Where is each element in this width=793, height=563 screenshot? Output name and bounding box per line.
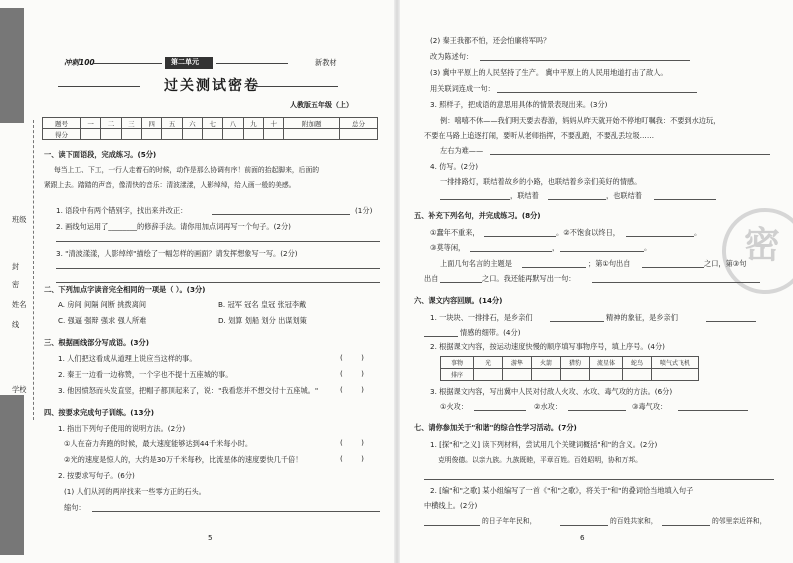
s4-q2-answer-line[interactable] xyxy=(92,511,380,512)
s1-q2-answer-line[interactable] xyxy=(56,241,380,242)
score-cell[interactable] xyxy=(121,129,141,140)
s1-passage-line1: 每当上工、下工，一行人走着石的时候，动作是那么协调有序！前面的抬起脚来，后面的 xyxy=(54,166,320,174)
binding-strip-top xyxy=(0,8,24,123)
speed-table-input[interactable] xyxy=(652,369,699,381)
s7-q1-answer-line[interactable] xyxy=(424,479,774,480)
stamp-character: 密 xyxy=(744,225,781,266)
speed-table-cell: 光 xyxy=(474,357,503,369)
speed-table-cell: 猎豹 xyxy=(561,357,590,369)
binding-dashed-line xyxy=(33,120,34,420)
speed-table-cell: 蛇鸟 xyxy=(623,357,652,369)
r-item-3-label: 用关联词连成一句： xyxy=(430,84,495,93)
s5-line3-a: 上面几句名言的主题是 xyxy=(440,259,512,268)
s1-question-1: 1. 语段中有两个错别字，找出来并改正： xyxy=(56,206,188,215)
s3-question-1: 1. 人们把这看成从道理上说应当这样的事。 xyxy=(58,354,197,363)
speed-table-cell: 排序 xyxy=(441,369,474,381)
s7-blank-2[interactable] xyxy=(560,525,608,526)
score-header-cell: 五 xyxy=(162,118,182,129)
side-label-school: 学校 xyxy=(12,385,27,394)
s5-line2-a: ③莫等闲， xyxy=(430,243,466,252)
score-cell[interactable] xyxy=(284,129,340,140)
score-header-cell: 一 xyxy=(80,118,100,129)
s6-q1-c: 情感的细带。(4分) xyxy=(460,328,521,337)
grade-label: 人教版五年级（上） xyxy=(290,101,353,109)
s4-q1-item-b: ②光的速度是惊人的，大约是30万千米每秒，比流星体的速度要快几千倍！ xyxy=(64,455,303,464)
r-item-3: (3) 冀中平原上的人民坚持了生产。 冀中平原上的人民用地道打击了敌人。 xyxy=(430,68,668,77)
speed-table-cell: 火箭 xyxy=(532,357,561,369)
r-item-2: (2) 秦王我都不怕，还会怕廉将军吗？ xyxy=(430,36,551,45)
r-item-3-answer-line[interactable] xyxy=(497,92,697,93)
side-label-seal3: 线 xyxy=(12,320,20,329)
s5-blank-7[interactable] xyxy=(440,282,482,283)
s5-line3-b: ；第①句出自 xyxy=(588,259,631,268)
score-header-cell: 四 xyxy=(142,118,162,129)
s5-blank-6[interactable] xyxy=(642,267,704,268)
s3-q2-answer-paren[interactable]: ( ) xyxy=(340,369,364,378)
section-1-heading: 一、读下面语段，完成练习。(5分) xyxy=(44,150,157,159)
s2-option-d[interactable]: D. 划算 划船 划分 出谋划策 xyxy=(218,316,307,325)
s7-blank-1[interactable] xyxy=(424,525,480,526)
s6-question-3: 3. 根据课文内容，写出冀中人民对付敌人火攻、水攻、毒气攻的方法。(6分) xyxy=(430,387,673,396)
r-q3-example-1: 例：嘻嘻不休——我们明天要去春游，妈妈从昨天就开始不停地叮嘱我：不要到水边玩， xyxy=(440,116,721,125)
s1-q1-score: (1分) xyxy=(355,206,373,215)
speed-table-input[interactable] xyxy=(503,369,532,381)
binding-strip-bottom xyxy=(0,395,24,555)
speed-table-cell: 喷气式飞机 xyxy=(652,357,699,369)
s6-q3-gas-line[interactable] xyxy=(678,410,748,411)
r-q4-text-2: ，也联结着 xyxy=(606,191,642,200)
r-q4-example: 一排排路灯，联结着故乡的小路，也联结着乡亲们美好的情感。 xyxy=(440,177,642,186)
s4-question-2: 2. 按要求写句子。(6分) xyxy=(58,471,135,480)
header-rule-left xyxy=(92,63,162,64)
r-q3-answer-line[interactable] xyxy=(490,154,770,155)
s7-song-1: 的日子年年民和， xyxy=(482,517,537,525)
score-header-cell: 三 xyxy=(121,118,141,129)
page-title: 过关测试密卷 xyxy=(164,78,260,94)
s7-question-2-line2: 中横线上。(2分) xyxy=(424,501,478,510)
s5-blank-4[interactable] xyxy=(560,251,644,252)
section-4-heading: 四、按要求完成句子训练。(13分) xyxy=(44,408,155,417)
r-q4-blank-3[interactable] xyxy=(654,199,716,200)
title-rule-left xyxy=(58,86,140,87)
s7-q1-material: 克明俊德。以亲九族。九族既睦，平章百姓。百姓昭明，协和万邦。 xyxy=(438,456,642,464)
score-cell[interactable] xyxy=(182,129,202,140)
section-2-heading: 二、下列加点字读音完全相同的一项是（ ）。(3分) xyxy=(44,285,206,294)
s4-question-1: 1. 指出下列句子使用的说明方法。(2分) xyxy=(58,424,186,433)
s5-blank-8[interactable] xyxy=(592,282,760,283)
speed-table-input[interactable] xyxy=(474,369,503,381)
score-header-cell: 六 xyxy=(182,118,202,129)
speed-table-cell: 游隼 xyxy=(503,357,532,369)
score-row-label: 得分 xyxy=(43,129,81,140)
s7-song-2: 的百姓共家和， xyxy=(610,517,658,525)
s6-q1-b: 精神的象征，是乡亲们 xyxy=(606,313,678,322)
speed-table-items-row xyxy=(441,357,699,369)
s4-q2-item-1: (1) 人们从河的两岸找来一些零方正的石头。 xyxy=(64,487,206,496)
s5-line3-c: 之口，第③句 xyxy=(704,259,747,268)
section-5-heading: 五、补充下列名句，并完成练习。(8分) xyxy=(414,211,541,220)
s6-blank-2[interactable] xyxy=(706,321,756,322)
brand-logo: 冲刺100 xyxy=(64,58,95,67)
score-cell[interactable] xyxy=(203,129,223,140)
s3-q1-answer-paren[interactable]: ( ) xyxy=(340,353,364,362)
speed-table-input[interactable] xyxy=(561,369,590,381)
score-header-cell: 八 xyxy=(223,118,243,129)
s4-q1-item-a: ①人在奋力奔跑的时候，最大速度能够达到44千米每小时。 xyxy=(64,439,253,448)
s7-blank-3[interactable] xyxy=(662,525,710,526)
s1-question-3: 3. "清波漾漾，人影绰绰"描绘了一幅怎样的画面？请发挥想象写一写。(2分) xyxy=(56,249,298,258)
s5-line1-c: 。 xyxy=(694,228,702,237)
s5-line2-c: 。 xyxy=(644,243,652,252)
side-label-name: 姓名 xyxy=(12,300,27,309)
score-cell[interactable] xyxy=(340,129,378,140)
speed-table-order-row xyxy=(441,369,699,381)
s1-q3-answer-line-2[interactable] xyxy=(56,282,380,283)
s5-line4-b: 之口。我还能再默写出一句： xyxy=(482,274,576,283)
speed-table-input[interactable] xyxy=(590,369,623,381)
r-q3-example-2: 不要在马路上追逐打闹，要听从老师指挥，不要乱跑，不要乱丢垃圾…… xyxy=(424,131,655,140)
header-rule-right xyxy=(216,63,288,64)
score-header-cell: 附加题 xyxy=(284,118,340,129)
s6-blank-3[interactable] xyxy=(424,336,458,337)
s1-passage-line2: 紧跟上去。踏踏的声音，像清快的音乐：清波漾漾，人影绰绰，给人画一般的美感。 xyxy=(44,181,296,189)
page-gutter xyxy=(394,0,400,563)
s6-q3-water: ②水攻： xyxy=(534,402,563,411)
speed-table-cell: 流星体 xyxy=(590,357,623,369)
unit-label: 第二单元 xyxy=(171,58,199,66)
s7-question-2-line1: 2. [编"和"之歌] 某小组编写了一首《"和"之歌》，将关于"和"的叠词恰当地填入句子 xyxy=(430,486,694,495)
side-label-seal1: 密 xyxy=(12,280,20,289)
left-page-number: 5 xyxy=(208,533,213,542)
s5-line4-a: 出自 xyxy=(424,274,439,283)
s6-q3-fire: ①火攻： xyxy=(440,402,469,411)
score-table-header xyxy=(43,118,378,129)
score-cell[interactable] xyxy=(162,129,182,140)
s6-q3-gas: ③毒气攻： xyxy=(632,402,668,411)
s7-question-1: 1. [探"和"之义] 读下列材料，尝试用几个关键词概括"和"的含义。(2分) xyxy=(430,440,658,449)
title-rule-right xyxy=(256,86,338,87)
score-header-cell: 七 xyxy=(203,118,223,129)
s5-blank-3[interactable] xyxy=(470,251,552,252)
score-header-cell: 题号 xyxy=(43,118,81,129)
edition-label: 新教材 xyxy=(315,58,337,67)
speed-table-input[interactable] xyxy=(623,369,652,381)
s5-blank-1[interactable] xyxy=(484,236,556,237)
score-table-row xyxy=(43,129,378,140)
s1-q3-answer-line-1[interactable] xyxy=(56,268,380,269)
s2-option-b[interactable]: B. 冠军 冠名 皇冠 张冠李戴 xyxy=(218,300,307,309)
section-7-heading: 七、请你参加关于"和谐"的综合性学习活动。(7分) xyxy=(414,423,577,432)
s3-question-3: 3. 他因愤怒而头发直竖，把帽子都顶起来了，说："我看您并不想交付十五座城。" xyxy=(58,386,319,395)
s1-q1-answer-line[interactable] xyxy=(212,214,350,215)
score-cell[interactable] xyxy=(243,129,263,140)
s6-q3-fire-line[interactable] xyxy=(474,410,526,411)
s6-question-2: 2. 根据课文内容，按运动速度快慢的顺序填写事物序号，填上序号。(4分) xyxy=(430,342,665,351)
s3-q3-answer-paren[interactable]: ( ) xyxy=(340,385,364,394)
r-item-2-answer-line[interactable] xyxy=(480,60,690,61)
s7-song-3: 的邻里亲近祥和， xyxy=(712,517,767,525)
score-header-cell: 十 xyxy=(264,118,284,129)
score-header-cell: 二 xyxy=(101,118,121,129)
speed-order-table xyxy=(440,356,699,381)
side-label-class: 班级 xyxy=(12,215,27,224)
score-cell[interactable] xyxy=(101,129,121,140)
s5-blank-5[interactable] xyxy=(522,267,586,268)
score-cell[interactable] xyxy=(223,129,243,140)
score-header-cell: 总分 xyxy=(340,118,378,129)
score-cell[interactable] xyxy=(80,129,100,140)
r-question-4: 4. 仿写。(2分) xyxy=(430,162,479,171)
r-q4-text-1: ，联结着 xyxy=(510,191,539,200)
s3-question-2: 2. 秦王一边看一边称赞，一个字也不提十五座城的事。 xyxy=(58,370,233,379)
s4-q2-shorten-label: 缩句： xyxy=(64,503,86,512)
s4-q1a-answer-paren[interactable]: ( ) xyxy=(340,438,364,447)
s1-question-2: 2. 画线句运用了________的修辞手法。请你用加点词再写一个句子。(2分) xyxy=(56,222,291,231)
score-header-cell: 九 xyxy=(243,118,263,129)
s5-blank-2[interactable] xyxy=(626,236,694,237)
speed-table-cell: 事物 xyxy=(441,357,474,369)
r-q3-prompt: 左右为难—— xyxy=(440,146,484,155)
s6-blank-1[interactable] xyxy=(550,321,604,322)
s6-q3-water-line[interactable] xyxy=(568,410,626,411)
r-item-2-label: 改为陈述句： xyxy=(430,52,474,61)
side-label-seal2: 封 xyxy=(12,262,20,271)
s6-q1-a: 1. 一块块、一排排石，是乡亲们 xyxy=(430,313,533,322)
s5-line1-a: ①蠢年不重来， xyxy=(430,228,480,237)
s5-line1-b: 。②不饱食以终日， xyxy=(556,228,620,237)
right-page-number: 6 xyxy=(580,533,585,542)
section-3-heading: 三、根据画线部分写成语。(3分) xyxy=(44,338,150,347)
section-6-heading: 六、课文内容回顾。(14分) xyxy=(414,296,503,305)
r-q4-blank-1[interactable] xyxy=(440,199,510,200)
speed-table-input[interactable] xyxy=(532,369,561,381)
r-question-3: 3. 照样子，把成语的意思用具体的情景表现出来。(3分) xyxy=(430,100,608,109)
score-cell[interactable] xyxy=(264,129,284,140)
r-q4-blank-2[interactable] xyxy=(548,199,606,200)
s5-line2-b: ， xyxy=(552,243,560,252)
s4-q1b-answer-paren[interactable]: ( ) xyxy=(340,454,364,463)
score-table xyxy=(42,117,378,140)
score-cell[interactable] xyxy=(142,129,162,140)
s2-option-a[interactable]: A. 房间 间隔 间断 挑拨离间 xyxy=(58,300,147,309)
s2-option-c[interactable]: C. 强逼 强辩 强求 强人所难 xyxy=(58,316,147,325)
